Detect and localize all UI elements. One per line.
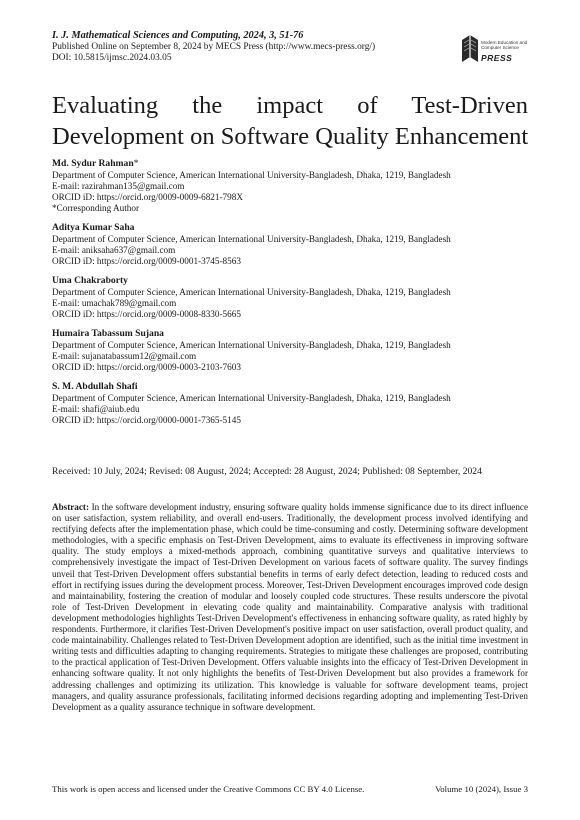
logo-press: PRESS	[481, 53, 513, 63]
author-block	[52, 275, 532, 320]
author-affiliation: Department of Computer Science, American International University-Bangladesh, Dhaka, 1219, Bangladesh	[52, 234, 451, 244]
author-orcid[interactable]: ORCID iD: https://orcid.org/0009-0001-3745-8563	[52, 256, 241, 266]
journal-header	[52, 30, 528, 78]
author-affiliation: Department of Computer Science, American International University-Bangladesh, Dhaka, 1219, Bangladesh	[52, 170, 451, 180]
journal-citation: I. J. Mathematical Sciences and Computing, 2024, 3, 51-76	[52, 30, 304, 41]
abstract-text: In the software development industry, ensuring software quality holds immense significance due to its direct influence on user satisfaction, system reliability, and overall end-users. Traditionally, the development process involved identifying and rectifying defects after the implementation phase, which could be time-consuming and costly. Determining software development methodologies, with a specific emphasis on Test-Driven Development, aims to evaluate its effectiveness in improving software quality. The study employs a mixed-methods approach, combining quantitative surveys and qualitative interviews to comprehensively investigate the impact of Test-Driven Development on various facets of software quality. The survey findings unveil that Test-Driven Development offers substantial benefits in terms of early defect detection, leading to reduced costs and effort in rectifying issues during the development process. Moreover, Test-Driven Development encourages improved code design and maintainability, fostering the creation of modular and loosely coupled code structures. These results underscore the pivotal role of Test-Driven Development in elevating code quality and maintainability. Comparative analysis with traditional development methodologies highlights Test-Driven Development's effectiveness in enhancing software quality, as rated highly by respondents. Furthermore, it clarifies Test-Driven Development's positive impact on user satisfaction, overall product quality, and code maintainability. Challenges related to Test-Driven Development adoption are identified, such as the initial time investment in writing tests and difficulties adapting to changing requirements. Strategies to mitigate these challenges are proposed, contributing to the practical application of Test-Driven Development. Offers valuable insights into the efficacy of Test-Driven Development in enhancing software quality. It not only highlights the benefits of Test-Driven Development but also provides a framework for addressing challenges and optimizing its utilization. This knowledge is valuable for software development teams, project managers, and quality assurance professionals, facilitating informed decisions regarding adopting and implementing Test-Driven Development as a quality assurance technique in software development.	[52, 502, 529, 712]
author-email: E-mail: shafi@aiub.edu	[52, 404, 140, 414]
corresponding-author-note: *Corresponding Author	[52, 203, 140, 213]
license-note: This work is open access and licensed under the Creative Commons CC BY 4.0 License.	[52, 784, 365, 794]
submission-dates: Received: 10 July, 2024; Revised: 08 August, 2024; Accepted: 28 August, 2024; Published: 08 September, 2024	[52, 466, 482, 477]
book-icon	[459, 32, 481, 66]
mecs-press-logo	[459, 32, 529, 68]
author-name: Aditya Kumar Saha	[52, 222, 135, 233]
author-name: Humaira Tabassum Sujana	[52, 328, 164, 339]
author-email: E-mail: umachak789@gmail.com	[52, 298, 177, 308]
author-email: E-mail: aniksaha637@gmail.com	[52, 245, 176, 255]
publication-line: Published Online on September 8, 2024 by MECS Press (http://www.mecs-press.org/)	[52, 42, 376, 52]
author-email: E-mail: sujanatabassum12@gmail.com	[52, 351, 197, 361]
author-affiliation: Department of Computer Science, American International University-Bangladesh, Dhaka, 1219, Bangladesh	[52, 393, 451, 403]
abstract	[52, 502, 528, 713]
author-orcid[interactable]: ORCID iD: https://orcid.org/0009-0009-6821-798X	[52, 192, 243, 202]
author-name: Md. Sydur Rahman*	[52, 158, 139, 169]
title-line-2: Development on Software Quality Enhancement	[52, 123, 529, 150]
title-line-1: Evaluating the impact of Test-Driven	[52, 92, 528, 119]
author-orcid[interactable]: ORCID iD: https://orcid.org/0000-0001-7365-5145	[52, 415, 241, 425]
author-block	[52, 328, 532, 373]
author-orcid[interactable]: ORCID iD: https://orcid.org/0009-0003-2103-7603	[52, 362, 241, 372]
author-block	[52, 381, 532, 426]
logo-text: Modern Education and Computer Science	[481, 40, 528, 50]
abstract-label: Abstract:	[52, 502, 89, 512]
author-name: Uma Chakraborty	[52, 275, 128, 286]
author-name: S. M. Abdullah Shafi	[52, 381, 138, 392]
volume-issue: Volume 10 (2024), Issue 3	[435, 784, 528, 794]
paper-title	[52, 90, 528, 152]
author-list	[52, 158, 532, 434]
doi-line: DOI: 10.5815/ijmsc.2024.03.05	[52, 53, 172, 63]
author-block	[52, 158, 532, 214]
author-email: E-mail: razirahman135@gmail.com	[52, 181, 185, 191]
author-affiliation: Department of Computer Science, American International University-Bangladesh, Dhaka, 1219, Bangladesh	[52, 340, 451, 350]
author-orcid[interactable]: ORCID iD: https://orcid.org/0009-0008-8330-5665	[52, 309, 241, 319]
author-affiliation: Department of Computer Science, American International University-Bangladesh, Dhaka, 1219, Bangladesh	[52, 287, 451, 297]
author-block	[52, 222, 532, 267]
